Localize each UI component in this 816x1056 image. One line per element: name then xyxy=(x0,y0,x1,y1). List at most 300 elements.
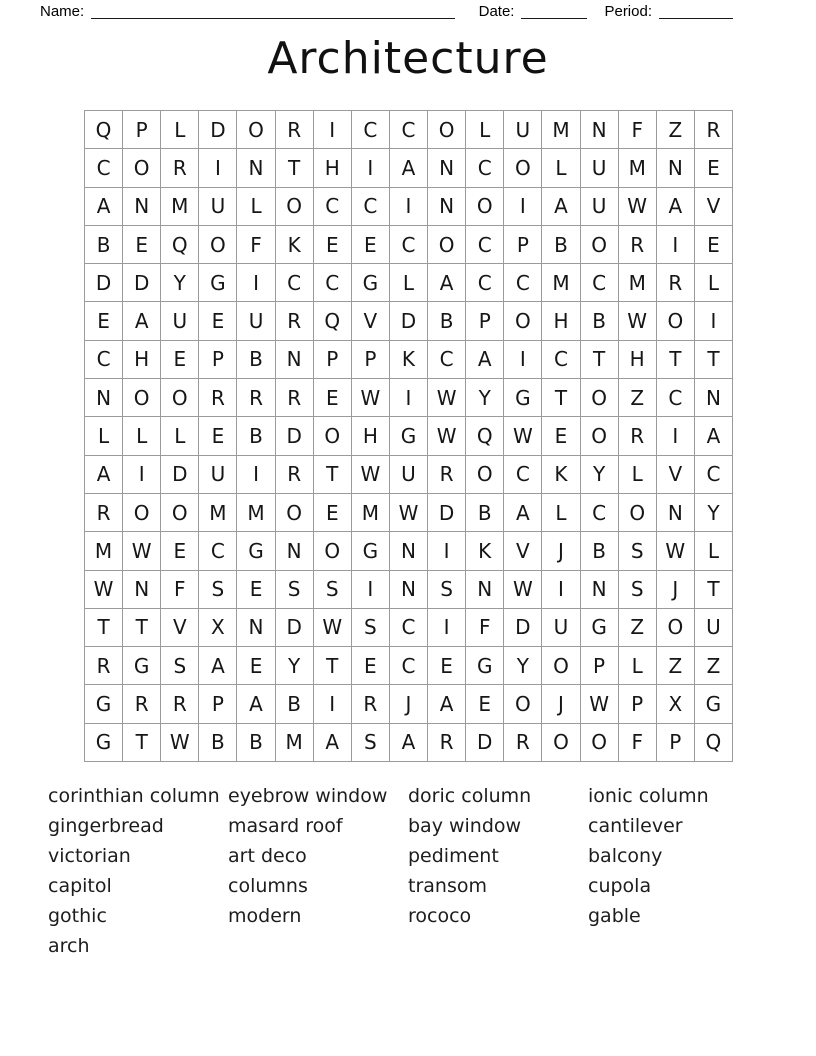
grid-cell: Y xyxy=(504,647,542,685)
grid-cell: U xyxy=(390,456,428,494)
grid-cell: S xyxy=(619,571,657,609)
grid-cell: C xyxy=(581,264,619,302)
grid-cell: I xyxy=(657,226,695,264)
grid-cell: C xyxy=(504,264,542,302)
grid-cell: P xyxy=(466,302,504,340)
grid-cell: X xyxy=(199,609,237,647)
grid-cell: S xyxy=(619,532,657,570)
grid-cell: D xyxy=(504,609,542,647)
grid-cell: E xyxy=(237,571,275,609)
grid-cell: G xyxy=(123,647,161,685)
grid-cell: L xyxy=(161,111,199,149)
grid-cell: R xyxy=(428,724,466,762)
grid-cell: O xyxy=(276,188,314,226)
grid-cell: M xyxy=(352,494,390,532)
grid-cell: W xyxy=(619,188,657,226)
grid-cell: B xyxy=(199,724,237,762)
grid-cell: A xyxy=(123,302,161,340)
grid-cell: B xyxy=(466,494,504,532)
grid-cell: R xyxy=(504,724,542,762)
grid-cell: N xyxy=(581,111,619,149)
grid-cell: T xyxy=(314,647,352,685)
grid-cell: S xyxy=(352,609,390,647)
grid-cell: Z xyxy=(657,111,695,149)
word-list-column xyxy=(408,781,588,961)
grid-cell: S xyxy=(314,571,352,609)
grid-cell: N xyxy=(466,571,504,609)
grid-cell: C xyxy=(390,609,428,647)
word-list-item: transom xyxy=(408,875,487,897)
grid-cell: C xyxy=(466,264,504,302)
grid-cell: U xyxy=(581,188,619,226)
period-blank-line xyxy=(659,4,733,19)
grid-cell: R xyxy=(352,685,390,723)
grid-cell: Z xyxy=(619,609,657,647)
grid-cell: Q xyxy=(466,417,504,455)
word-list-item: gingerbread xyxy=(48,815,164,837)
grid-cell: L xyxy=(619,647,657,685)
grid-cell: F xyxy=(237,226,275,264)
grid-cell: O xyxy=(542,647,580,685)
grid-cell: O xyxy=(161,494,199,532)
grid-cell: N xyxy=(123,571,161,609)
word-list-item: doric column xyxy=(408,785,532,807)
grid-cell: I xyxy=(657,417,695,455)
grid-cell: N xyxy=(237,609,275,647)
grid-cell: L xyxy=(161,417,199,455)
grid-cell: N xyxy=(581,571,619,609)
grid-cell: Y xyxy=(276,647,314,685)
grid-cell: F xyxy=(466,609,504,647)
grid-cell: C xyxy=(390,111,428,149)
grid-cell: R xyxy=(161,149,199,187)
grid-cell: O xyxy=(581,417,619,455)
grid-cell: E xyxy=(85,302,123,340)
grid-cell: C xyxy=(199,532,237,570)
grid-cell: M xyxy=(542,264,580,302)
word-list-item: gothic xyxy=(48,905,107,927)
grid-cell: R xyxy=(123,685,161,723)
grid-cell: U xyxy=(161,302,199,340)
word-list-item: cantilever xyxy=(588,815,683,837)
grid-cell: A xyxy=(314,724,352,762)
grid-cell: G xyxy=(85,724,123,762)
grid-cell: E xyxy=(161,341,199,379)
grid-cell: A xyxy=(390,724,428,762)
grid-cell: W xyxy=(657,532,695,570)
grid-cell: H xyxy=(123,341,161,379)
grid-cell: F xyxy=(161,571,199,609)
grid-cell: I xyxy=(428,532,466,570)
grid-cell: O xyxy=(161,379,199,417)
grid-cell: O xyxy=(619,494,657,532)
grid-cell: Y xyxy=(466,379,504,417)
grid-cell: K xyxy=(466,532,504,570)
grid-cell: Y xyxy=(161,264,199,302)
grid-cell: W xyxy=(504,417,542,455)
grid-cell: C xyxy=(466,149,504,187)
grid-cell: M xyxy=(85,532,123,570)
grid-cell: N xyxy=(390,571,428,609)
grid-cell: O xyxy=(428,111,466,149)
word-list xyxy=(48,781,796,961)
grid-cell: A xyxy=(85,188,123,226)
grid-cell: L xyxy=(237,188,275,226)
grid-cell: E xyxy=(466,685,504,723)
grid-cell: B xyxy=(237,724,275,762)
grid-cell: C xyxy=(390,226,428,264)
grid-cell: F xyxy=(619,111,657,149)
grid-cell: T xyxy=(542,379,580,417)
grid-cell: D xyxy=(123,264,161,302)
grid-cell: D xyxy=(199,111,237,149)
grid-cell: L xyxy=(123,417,161,455)
grid-cell: W xyxy=(352,456,390,494)
grid-cell: N xyxy=(428,188,466,226)
word-list-item: gable xyxy=(588,905,641,927)
grid-cell: Y xyxy=(695,494,733,532)
grid-cell: P xyxy=(123,111,161,149)
grid-cell: N xyxy=(237,149,275,187)
grid-cell: P xyxy=(199,685,237,723)
word-list-item: capitol xyxy=(48,875,112,897)
grid-cell: U xyxy=(199,188,237,226)
grid-cell: G xyxy=(237,532,275,570)
grid-cell: R xyxy=(619,226,657,264)
grid-cell: B xyxy=(581,302,619,340)
grid-cell: J xyxy=(657,571,695,609)
grid-cell: Z xyxy=(657,647,695,685)
grid-cell: W xyxy=(352,379,390,417)
grid-cell: K xyxy=(276,226,314,264)
grid-cell: N xyxy=(695,379,733,417)
grid-cell: C xyxy=(314,264,352,302)
word-list-item: columns xyxy=(228,875,308,897)
grid-cell: C xyxy=(581,494,619,532)
grid-cell: E xyxy=(314,494,352,532)
grid-cell: A xyxy=(657,188,695,226)
grid-cell: C xyxy=(657,379,695,417)
grid-cell: B xyxy=(276,685,314,723)
grid-cell: W xyxy=(123,532,161,570)
grid-cell: I xyxy=(542,571,580,609)
grid-cell: R xyxy=(199,379,237,417)
grid-cell: A xyxy=(695,417,733,455)
grid-cell: D xyxy=(161,456,199,494)
grid-cell: I xyxy=(390,188,428,226)
grid-cell: W xyxy=(619,302,657,340)
grid-cell: L xyxy=(85,417,123,455)
grid-cell: P xyxy=(504,226,542,264)
grid-cell: E xyxy=(199,417,237,455)
grid-cell: O xyxy=(314,532,352,570)
grid-cell: I xyxy=(695,302,733,340)
grid-cell: O xyxy=(123,494,161,532)
date-label: Date: xyxy=(478,3,515,20)
grid-cell: T xyxy=(657,341,695,379)
grid-cell: K xyxy=(390,341,428,379)
grid-cell: R xyxy=(237,379,275,417)
grid-cell: I xyxy=(123,456,161,494)
grid-cell: G xyxy=(352,532,390,570)
grid-cell: C xyxy=(542,341,580,379)
grid-cell: M xyxy=(199,494,237,532)
grid-cell: G xyxy=(466,647,504,685)
grid-cell: I xyxy=(504,341,542,379)
grid-cell: G xyxy=(85,685,123,723)
grid-cell: B xyxy=(237,417,275,455)
grid-cell: O xyxy=(199,226,237,264)
grid-cell: R xyxy=(85,647,123,685)
grid-cell: C xyxy=(85,341,123,379)
grid-cell: N xyxy=(85,379,123,417)
grid-cell: A xyxy=(199,647,237,685)
word-list-column xyxy=(588,781,768,961)
grid-cell: T xyxy=(695,571,733,609)
word-list-item: cupola xyxy=(588,875,652,897)
grid-cell: I xyxy=(237,264,275,302)
date-blank-line xyxy=(521,4,587,19)
grid-cell: U xyxy=(237,302,275,340)
grid-cell: E xyxy=(123,226,161,264)
grid-cell: D xyxy=(428,494,466,532)
period-label: Period: xyxy=(604,3,652,20)
word-list-item: bay window xyxy=(408,815,522,837)
grid-cell: Q xyxy=(85,111,123,149)
word-list-item: masard roof xyxy=(228,815,343,837)
grid-cell: W xyxy=(428,417,466,455)
word-search-grid xyxy=(84,110,733,762)
word-list-item: modern xyxy=(228,905,302,927)
grid-cell: X xyxy=(657,685,695,723)
word-list-item: ionic column xyxy=(588,785,709,807)
word-list-item: corinthian column xyxy=(48,785,220,807)
grid-cell: I xyxy=(199,149,237,187)
grid-cell: A xyxy=(504,494,542,532)
grid-cell: P xyxy=(581,647,619,685)
grid-cell: T xyxy=(695,341,733,379)
grid-cell: V xyxy=(161,609,199,647)
grid-cell: I xyxy=(504,188,542,226)
grid-cell: P xyxy=(619,685,657,723)
grid-cell: E xyxy=(695,226,733,264)
grid-cell: T xyxy=(314,456,352,494)
grid-cell: V xyxy=(352,302,390,340)
grid-cell: M xyxy=(619,149,657,187)
grid-cell: H xyxy=(542,302,580,340)
grid-cell: R xyxy=(161,685,199,723)
word-list-item: eyebrow window xyxy=(228,785,388,807)
grid-cell: B xyxy=(581,532,619,570)
grid-cell: B xyxy=(237,341,275,379)
grid-cell: R xyxy=(428,456,466,494)
grid-cell: M xyxy=(619,264,657,302)
grid-cell: E xyxy=(352,226,390,264)
grid-cell: O xyxy=(657,609,695,647)
grid-cell: D xyxy=(390,302,428,340)
grid-cell: J xyxy=(390,685,428,723)
grid-cell: H xyxy=(352,417,390,455)
grid-cell: E xyxy=(352,647,390,685)
grid-cell: A xyxy=(428,264,466,302)
grid-cell: T xyxy=(123,724,161,762)
grid-cell: U xyxy=(695,609,733,647)
grid-cell: C xyxy=(504,456,542,494)
grid-cell: G xyxy=(504,379,542,417)
grid-cell: I xyxy=(428,609,466,647)
grid-cell: T xyxy=(85,609,123,647)
grid-cell: W xyxy=(85,571,123,609)
word-list-item: pediment xyxy=(408,845,499,867)
grid-cell: T xyxy=(123,609,161,647)
grid-cell: C xyxy=(390,647,428,685)
grid-cell: A xyxy=(542,188,580,226)
grid-cell: C xyxy=(428,341,466,379)
grid-cell: S xyxy=(276,571,314,609)
grid-cell: F xyxy=(619,724,657,762)
grid-cell: E xyxy=(428,647,466,685)
word-list-column xyxy=(228,781,408,961)
grid-cell: O xyxy=(123,379,161,417)
grid-cell: L xyxy=(695,264,733,302)
grid-cell: N xyxy=(276,341,314,379)
grid-cell: R xyxy=(276,456,314,494)
grid-cell: O xyxy=(466,188,504,226)
grid-cell: L xyxy=(542,494,580,532)
grid-cell: E xyxy=(542,417,580,455)
grid-cell: M xyxy=(276,724,314,762)
grid-cell: R xyxy=(276,111,314,149)
grid-cell: G xyxy=(390,417,428,455)
grid-cell: C xyxy=(695,456,733,494)
grid-cell: O xyxy=(504,302,542,340)
grid-cell: W xyxy=(428,379,466,417)
grid-cell: B xyxy=(85,226,123,264)
name-label: Name: xyxy=(40,3,85,20)
grid-cell: M xyxy=(542,111,580,149)
grid-cell: A xyxy=(390,149,428,187)
grid-cell: E xyxy=(695,149,733,187)
grid-cell: J xyxy=(542,532,580,570)
grid-cell: I xyxy=(237,456,275,494)
grid-cell: O xyxy=(581,724,619,762)
grid-cell: V xyxy=(695,188,733,226)
page-title: Architecture xyxy=(267,33,549,84)
grid-cell: Q xyxy=(314,302,352,340)
grid-cell: S xyxy=(352,724,390,762)
grid-cell: V xyxy=(657,456,695,494)
grid-cell: O xyxy=(123,149,161,187)
grid-cell: T xyxy=(581,341,619,379)
word-list-column xyxy=(48,781,228,961)
grid-cell: G xyxy=(695,685,733,723)
grid-cell: G xyxy=(199,264,237,302)
grid-cell: W xyxy=(581,685,619,723)
grid-cell: E xyxy=(314,226,352,264)
grid-cell: U xyxy=(542,609,580,647)
grid-cell: B xyxy=(428,302,466,340)
grid-cell: L xyxy=(466,111,504,149)
grid-cell: N xyxy=(123,188,161,226)
word-list-item: rococo xyxy=(408,905,472,927)
word-list-item: balcony xyxy=(588,845,663,867)
grid-cell: N xyxy=(657,149,695,187)
grid-cell: O xyxy=(581,379,619,417)
grid-cell: C xyxy=(352,188,390,226)
name-blank-line xyxy=(91,4,454,19)
grid-cell: D xyxy=(276,609,314,647)
grid-cell: N xyxy=(276,532,314,570)
word-list-item: victorian xyxy=(48,845,131,867)
grid-cell: S xyxy=(161,647,199,685)
grid-cell: M xyxy=(237,494,275,532)
grid-cell: A xyxy=(85,456,123,494)
grid-cell: R xyxy=(657,264,695,302)
grid-cell: R xyxy=(695,111,733,149)
grid-cell: R xyxy=(85,494,123,532)
grid-cell: N xyxy=(390,532,428,570)
grid-cell: P xyxy=(352,341,390,379)
grid-cell: C xyxy=(276,264,314,302)
grid-cell: N xyxy=(428,149,466,187)
grid-cell: C xyxy=(314,188,352,226)
grid-cell: K xyxy=(542,456,580,494)
grid-cell: Q xyxy=(161,226,199,264)
word-list-item: art deco xyxy=(228,845,307,867)
grid-cell: G xyxy=(352,264,390,302)
grid-cell: I xyxy=(314,685,352,723)
grid-cell: Z xyxy=(695,647,733,685)
grid-cell: S xyxy=(199,571,237,609)
grid-cell: J xyxy=(542,685,580,723)
grid-cell: L xyxy=(619,456,657,494)
grid-cell: W xyxy=(161,724,199,762)
grid-cell: O xyxy=(504,685,542,723)
grid-cell: R xyxy=(619,417,657,455)
grid-cell: D xyxy=(276,417,314,455)
grid-cell: G xyxy=(581,609,619,647)
grid-cell: O xyxy=(428,226,466,264)
grid-cell: R xyxy=(276,379,314,417)
grid-cell: U xyxy=(199,456,237,494)
grid-cell: I xyxy=(352,571,390,609)
grid-cell: H xyxy=(314,149,352,187)
grid-cell: P xyxy=(657,724,695,762)
grid-cell: P xyxy=(199,341,237,379)
grid-cell: E xyxy=(314,379,352,417)
grid-cell: A xyxy=(428,685,466,723)
grid-cell: M xyxy=(161,188,199,226)
grid-cell: W xyxy=(504,571,542,609)
grid-cell: W xyxy=(390,494,428,532)
grid-cell: E xyxy=(237,647,275,685)
grid-cell: O xyxy=(466,456,504,494)
grid-cell: S xyxy=(428,571,466,609)
grid-cell: L xyxy=(542,149,580,187)
grid-cell: Y xyxy=(581,456,619,494)
grid-cell: W xyxy=(314,609,352,647)
grid-cell: O xyxy=(276,494,314,532)
grid-cell: P xyxy=(314,341,352,379)
grid-cell: N xyxy=(657,494,695,532)
grid-cell: O xyxy=(581,226,619,264)
grid-cell: D xyxy=(466,724,504,762)
grid-cell: Q xyxy=(695,724,733,762)
worksheet-header xyxy=(40,2,733,21)
grid-cell: U xyxy=(581,149,619,187)
grid-cell: O xyxy=(542,724,580,762)
grid-cell: I xyxy=(314,111,352,149)
